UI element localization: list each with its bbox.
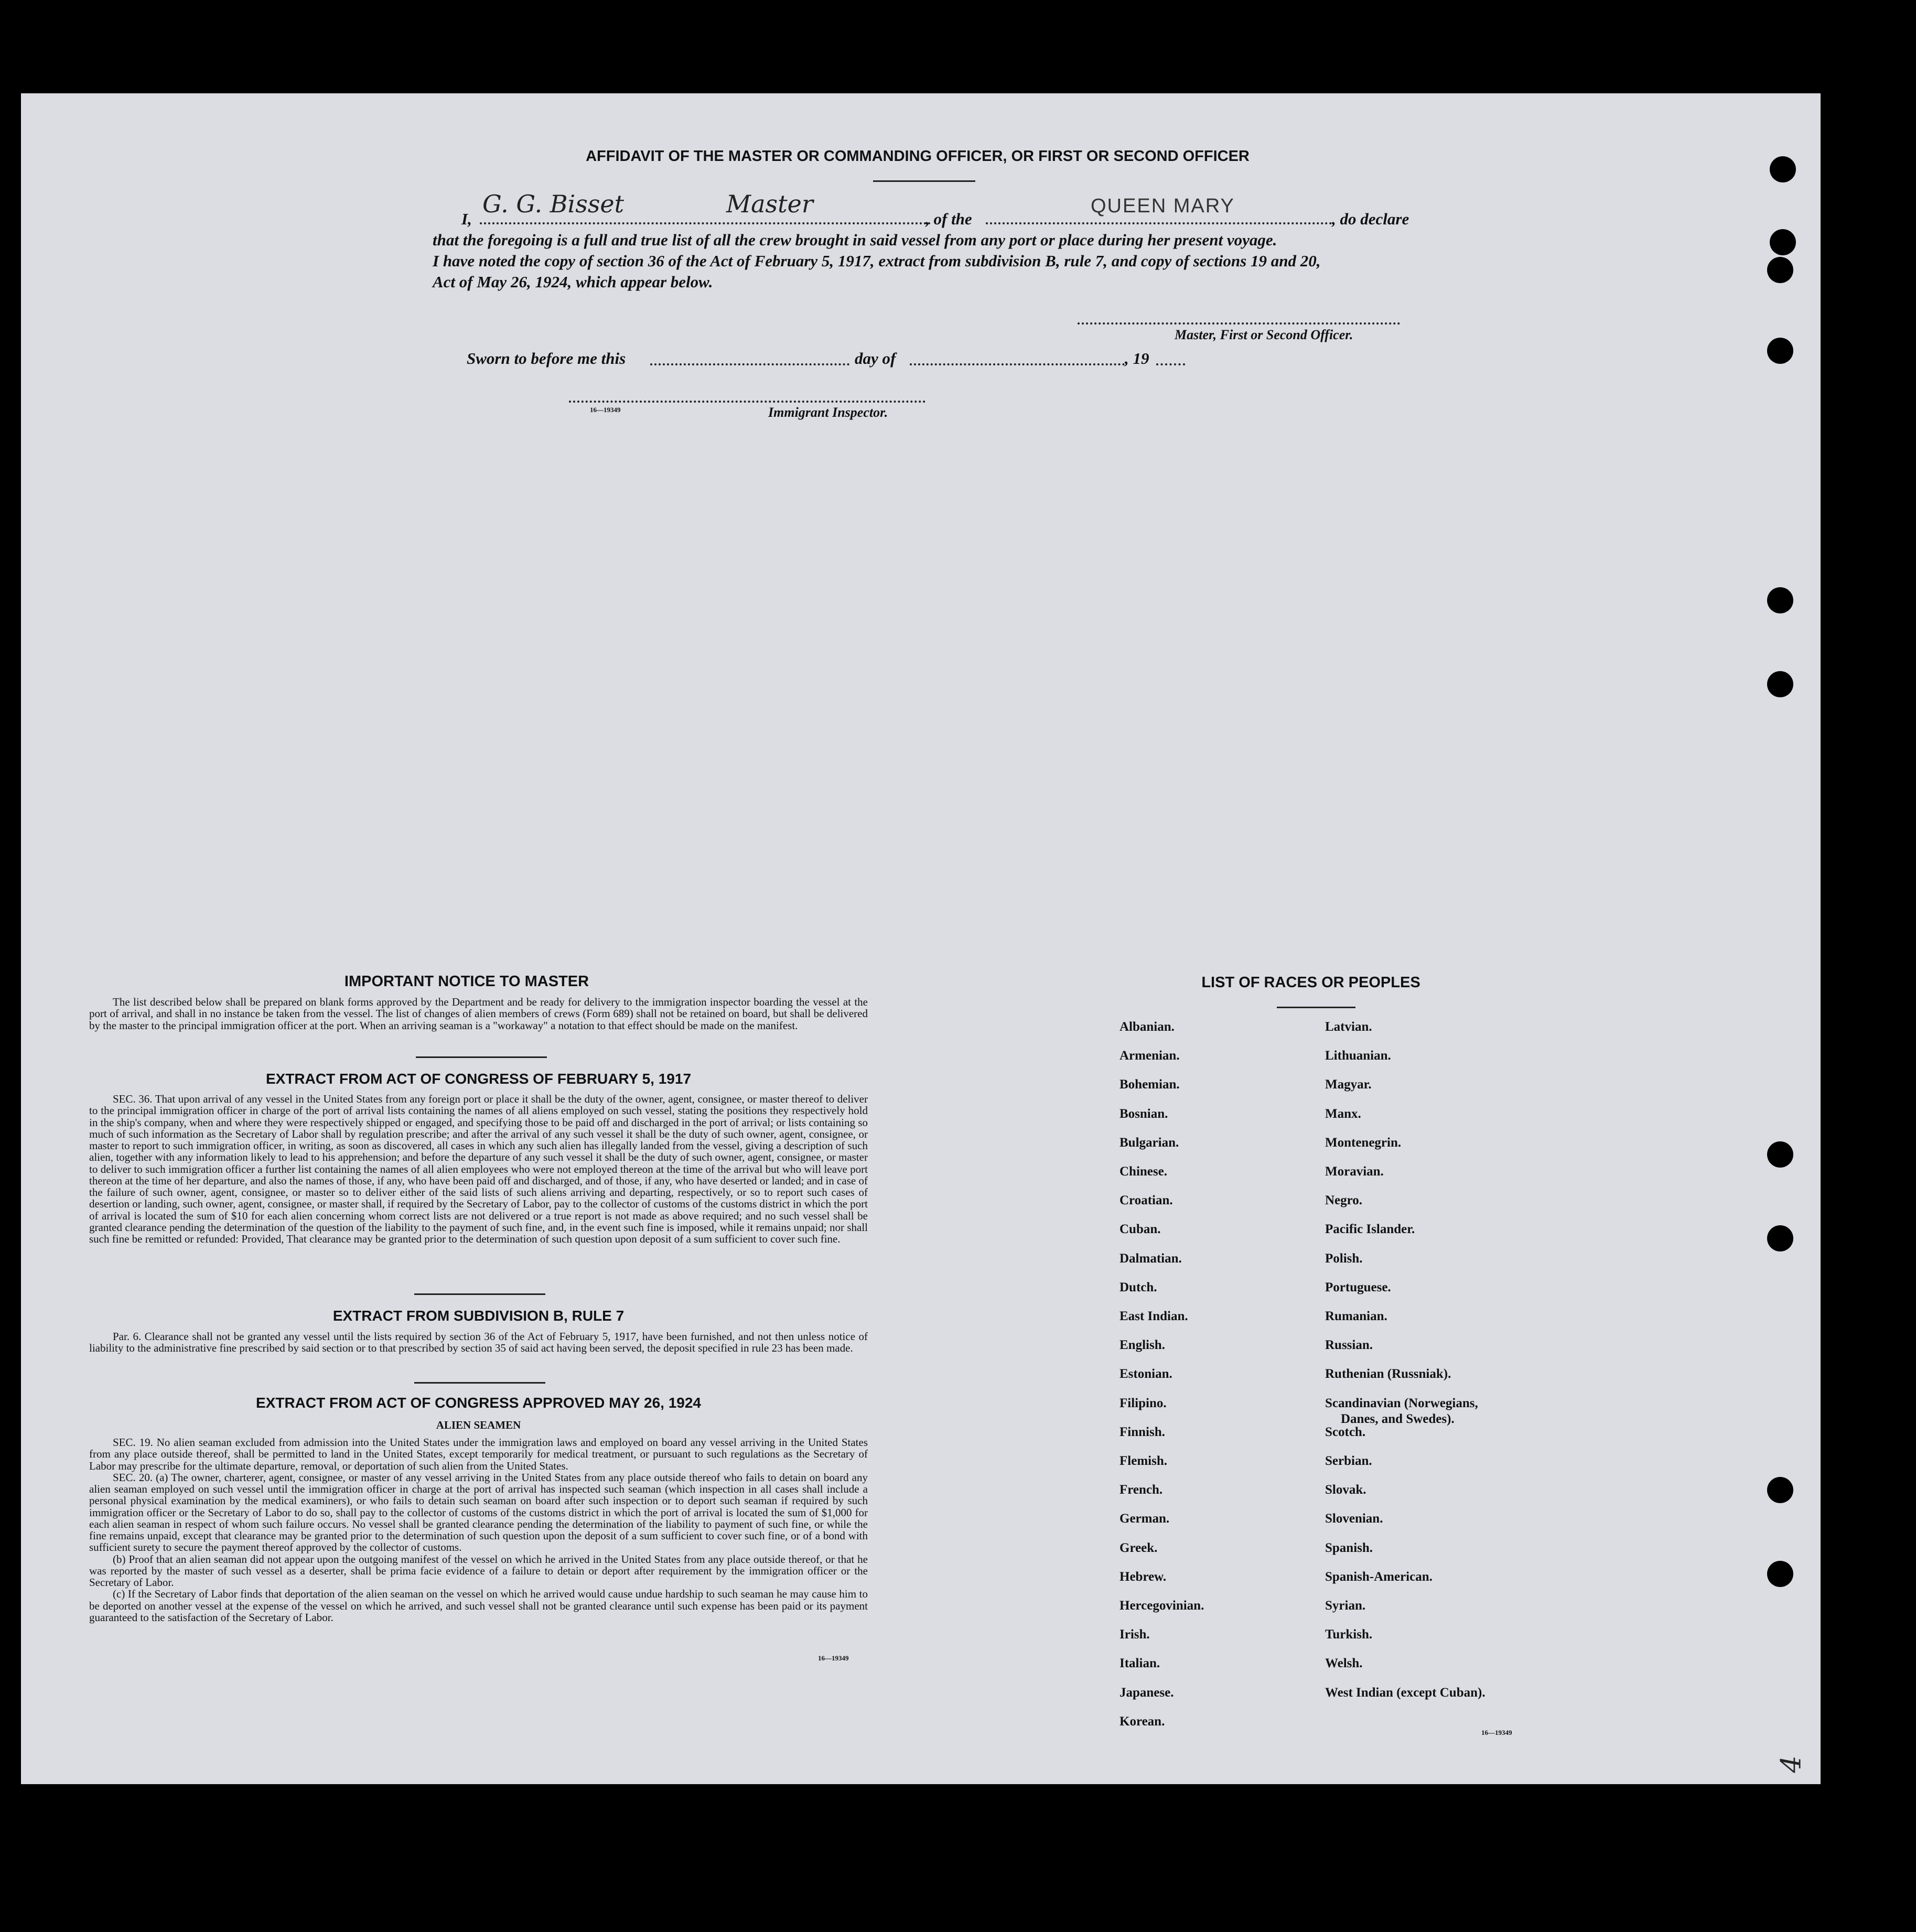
extract-rule7-body	[89, 1331, 868, 1354]
notice-heading: IMPORTANT NOTICE TO MASTER	[344, 973, 589, 990]
races-heading: LIST OF RACES OR PEOPLES	[1201, 974, 1420, 991]
race-item: Scandinavian (Norwegians,	[1325, 1396, 1478, 1410]
affidavit-of-the: , of the	[925, 210, 972, 228]
race-item: Spanish.	[1325, 1540, 1373, 1555]
extract-1917-heading: EXTRACT FROM ACT OF CONGRESS OF FEBRUARY 5, 1917	[265, 1071, 692, 1087]
vessel-name-stamp: QUEEN MARY	[1091, 195, 1235, 217]
section-20a-text: SEC. 20. (a) The owner, charterer, agent, consignee, or master of any vessel arriving in the United States from any place outside thereof who fails to detain on board any alien seaman employed on such vessel until the immigration officer in charge at the port of arrival has inspected such seaman (which inspection in all cases shall include a personal physical examination by the medical examiners), or who fails to detain such seaman on board after such inspection or to deport such seaman if required by such immigration officer or the Secretary of Labor to do so, shall pay to the collector of customs of the customs district in which the port of arrival is located the sum of $1,000 for each alien seaman in respect of whom such failure occurs. No vessel shall be granted clearance pending the determination of the liability to payment of such fine, or while the fine remains unpaid, except that clearance may be granted prior to the determination of such question upon the deposit of a sum sufficient to cover such fine, or of a bond with sufficient surety to secure the payment thereof approved by the collector of customs.	[89, 1471, 868, 1554]
race-item: Syrian.	[1325, 1599, 1366, 1613]
race-item: Lithuanian.	[1325, 1049, 1391, 1063]
race-item: Polish.	[1325, 1251, 1363, 1266]
punch-hole-icon	[1770, 156, 1796, 182]
race-item: Hebrew.	[1120, 1569, 1167, 1584]
inspector-signature-line	[569, 401, 925, 403]
sworn-day-of: day of	[855, 349, 896, 368]
punch-hole-icon	[1767, 338, 1793, 364]
race-item: German.	[1120, 1512, 1170, 1526]
race-item: East Indian.	[1120, 1309, 1188, 1323]
sworn-month-blank	[910, 363, 1125, 365]
race-item: Bosnian.	[1120, 1106, 1168, 1121]
section-36-text: SEC. 36. That upon arrival of any vessel in the United States from any foreign port or place it shall be the duty of the owner, agent, consignee, or master thereof to deliver to the principal immigration officer in charge of the port of arrival lists containing the names of all aliens employed on such vessel, stating the positions they respectively hold in the ship's company, when and where they were respectively shipped or engaged, and specifying those to be paid off and discharged in the port of arrival; or lists containing so much of such information as the Secretary of Labor shall by regulation prescribe; and after the arrival of any such vessel it shall be the duty of such owner, agent, consignee, or master to report to such immigration officer, in writing, as soon as discovered, all cases in which any such alien has illegally landed from the vessel, giving a description of such alien, together with any information likely to lead to his apprehension; and before the departure of any such vessel it shall be the duty of such owner, agent, consignee, or master to deliver to such immigration officer a further list containing the names of all alien employees who were not employed thereon at the time of the arrival but who will leave port thereon at the time of her departure, and also the names of those, if any, who have been paid off and discharged, and of those, if any, who have deserted or landed; and in case of the failure of such owner, agent, consignee, or master so to deliver either of the said lists of such aliens arriving and departing, respectively, or so to report such cases of desertion or landing, such owner, agent, consignee, or master shall, if required by the Secretary of Labor, pay to the collector of customs of the customs district in which the port of arrival is located the sum of $10 for each alien concerning whom correct lists are not delivered or a true report is not made as above required; and no such vessel shall be granted clearance pending the determination of the question of the liability to the payment of such fine, and, in the event such fine is imposed, while it remains unpaid; nor shall such fine be remitted or refunded: Provided, That clearance may be granted prior to the determination of such question upon deposit of a sum sufficient to cover such fine.	[89, 1093, 868, 1245]
divider	[414, 1293, 545, 1295]
form-number: 16—19349	[818, 1654, 849, 1662]
form-number: 16—19349	[1481, 1729, 1512, 1736]
race-item: Dutch.	[1120, 1280, 1157, 1294]
alien-seamen-subheading: ALIEN SEAMEN	[436, 1419, 521, 1431]
race-item: Greek.	[1120, 1540, 1158, 1555]
notice-body	[89, 996, 868, 1031]
name-blank	[480, 222, 931, 224]
race-item: Albanian.	[1120, 1020, 1175, 1034]
divider	[873, 180, 975, 182]
punch-hole-icon	[1767, 587, 1793, 613]
handwritten-title: Master	[726, 190, 813, 218]
margin-number: 4	[1775, 1755, 1807, 1773]
affidavit-heading: AFFIDAVIT OF THE MASTER OR COMMANDING OFFICER, OR FIRST OR SECOND OFFICER	[586, 148, 1250, 165]
punch-hole-icon	[1767, 1561, 1793, 1587]
race-item: Manx.	[1325, 1106, 1361, 1121]
punch-hole-icon	[1770, 229, 1796, 255]
race-item: Japanese.	[1120, 1685, 1174, 1700]
vessel-blank	[986, 222, 1332, 224]
race-item: French.	[1120, 1483, 1163, 1497]
race-item: Chinese.	[1120, 1164, 1167, 1179]
extract-1917-body	[89, 1093, 868, 1245]
divider	[416, 1056, 547, 1058]
race-item: Korean.	[1120, 1714, 1165, 1729]
race-item: Filipino.	[1120, 1396, 1167, 1410]
race-item: Negro.	[1325, 1193, 1363, 1208]
race-item: Estonian.	[1120, 1367, 1172, 1381]
race-item: Dalmatian.	[1120, 1251, 1182, 1266]
race-item: Bohemian.	[1120, 1077, 1180, 1092]
affidavit-line3: I have noted the copy of section 36 of the Act of February 5, 1917, extract from subdivision B, rule 7, and copy of sections 19 and 20,	[433, 252, 1321, 270]
section-20b-text: (b) Proof that an alien seaman did not appear upon the outgoing manifest of the vessel on which he arrived in the United States from any place outside thereof, or that he was reported by the master of such vessel as a deserter, shall be prima facie evidence of a failure to detain or deport after requirement by the immigration officer or the Secretary of Labor.	[89, 1552, 868, 1589]
punch-hole-icon	[1767, 671, 1793, 697]
race-item: Bulgarian.	[1120, 1135, 1179, 1150]
form-number: 16—19349	[590, 406, 621, 414]
inspector-caption: Immigrant Inspector.	[768, 405, 888, 420]
race-item: Russian.	[1325, 1338, 1373, 1353]
race-item: Scotch.	[1325, 1424, 1366, 1439]
race-item: Cuban.	[1120, 1222, 1161, 1237]
race-item: Spanish-American.	[1325, 1569, 1433, 1584]
race-item: Welsh.	[1325, 1656, 1363, 1671]
race-item: Finnish.	[1120, 1424, 1165, 1439]
punch-hole-icon	[1767, 1477, 1793, 1503]
race-item: Serbian.	[1325, 1454, 1372, 1468]
sworn-prefix: Sworn to before me this	[467, 349, 626, 368]
signature-caption: Master, First or Second Officer.	[1175, 327, 1353, 342]
race-item: Slovak.	[1325, 1483, 1366, 1497]
handwritten-name: G. G. Bisset	[482, 190, 625, 218]
punch-hole-icon	[1767, 1225, 1793, 1251]
signature-line	[1078, 322, 1400, 325]
race-item: Rumanian.	[1325, 1309, 1387, 1323]
race-item: Hercegovinian.	[1120, 1599, 1204, 1613]
extract-1924-body	[89, 1437, 868, 1623]
race-item: Croatian.	[1120, 1193, 1173, 1208]
race-item: West Indian (except Cuban).	[1325, 1685, 1486, 1700]
notice-text: The list described below shall be prepared on blank forms approved by the Department and be ready for delivery to the immigration inspector boarding the vessel at the port of arrival, and shall in no instance be taken from the vessel. The list of changes of alien members of crews (Form 689) shall not be retained on board, but shall be delivered by the master to the principal immigration officer at the port. When an arriving seaman is a "workaway" a notation to that effect should be made on the manifest.	[89, 996, 868, 1032]
affidavit-line2: that the foregoing is a full and true list of all the crew brought in said vessel from any port or place during her present voyage.	[433, 231, 1277, 249]
sworn-year-blank	[1156, 363, 1185, 365]
race-item: Turkish.	[1325, 1627, 1373, 1642]
race-item: Portuguese.	[1325, 1280, 1391, 1294]
race-item: Italian.	[1120, 1656, 1160, 1671]
affidavit-line4: Act of May 26, 1924, which appear below.	[433, 273, 713, 291]
race-item: Moravian.	[1325, 1164, 1384, 1179]
extract-1924-heading: EXTRACT FROM ACT OF CONGRESS APPROVED MAY 26, 1924	[256, 1395, 701, 1411]
affidavit-line1-prefix: I,	[461, 210, 472, 228]
race-item: Danes, and Swedes).	[1341, 1411, 1455, 1426]
punch-hole-icon	[1767, 1141, 1793, 1168]
punch-hole-icon	[1767, 257, 1793, 283]
divider	[414, 1382, 545, 1384]
race-item: Irish.	[1120, 1627, 1150, 1642]
race-item: Armenian.	[1120, 1049, 1180, 1063]
sworn-day-blank	[650, 363, 849, 365]
race-item: Latvian.	[1325, 1020, 1372, 1034]
affidavit-declare: , do declare	[1332, 210, 1409, 228]
extract-rule7-heading: EXTRACT FROM SUBDIVISION B, RULE 7	[332, 1308, 625, 1324]
race-item: English.	[1120, 1338, 1165, 1353]
race-item: Ruthenian (Russniak).	[1325, 1367, 1451, 1381]
sworn-year: , 19	[1125, 349, 1149, 368]
sheet-edge	[1804, 93, 1821, 1784]
divider	[1277, 1007, 1355, 1008]
section-20c-text: (c) If the Secretary of Labor finds that deportation of the alien seaman on the vessel on which he arrived would cause undue hardship to such seaman he may cause him to be deported on another vessel at the expense of the vessel on which he arrived, and such vessel shall not be granted clearance until such expense has been paid or its payment guaranteed to the satisfaction of the Secretary of Labor.	[89, 1588, 868, 1624]
race-item: Flemish.	[1120, 1454, 1167, 1468]
race-item: Slovenian.	[1325, 1512, 1383, 1526]
paragraph-6-text: Par. 6. Clearance shall not be granted any vessel until the lists required by section 36 of the Act of February 5, 1917, have been furnished, and not then unless notice of liability to the administrative fine prescribed by said section or to that prescribed by section 35 of said act having been served, the deposit specified in rule 23 has been made.	[89, 1330, 868, 1355]
race-item: Magyar.	[1325, 1077, 1372, 1092]
section-19-text: SEC. 19. No alien seaman excluded from admission into the United States under the immigration laws and employed on board any vessel arriving in the United States from any place outside thereof, shall be permitted to land in the United States, except temporarily for medical treatment, or pursuant to such regulations as the Secretary of Labor may prescribe for the ultimate departure, removal, or deportation of such alien from the United States.	[89, 1436, 868, 1472]
race-item: Montenegrin.	[1325, 1135, 1402, 1150]
race-item: Pacific Islander.	[1325, 1222, 1415, 1237]
